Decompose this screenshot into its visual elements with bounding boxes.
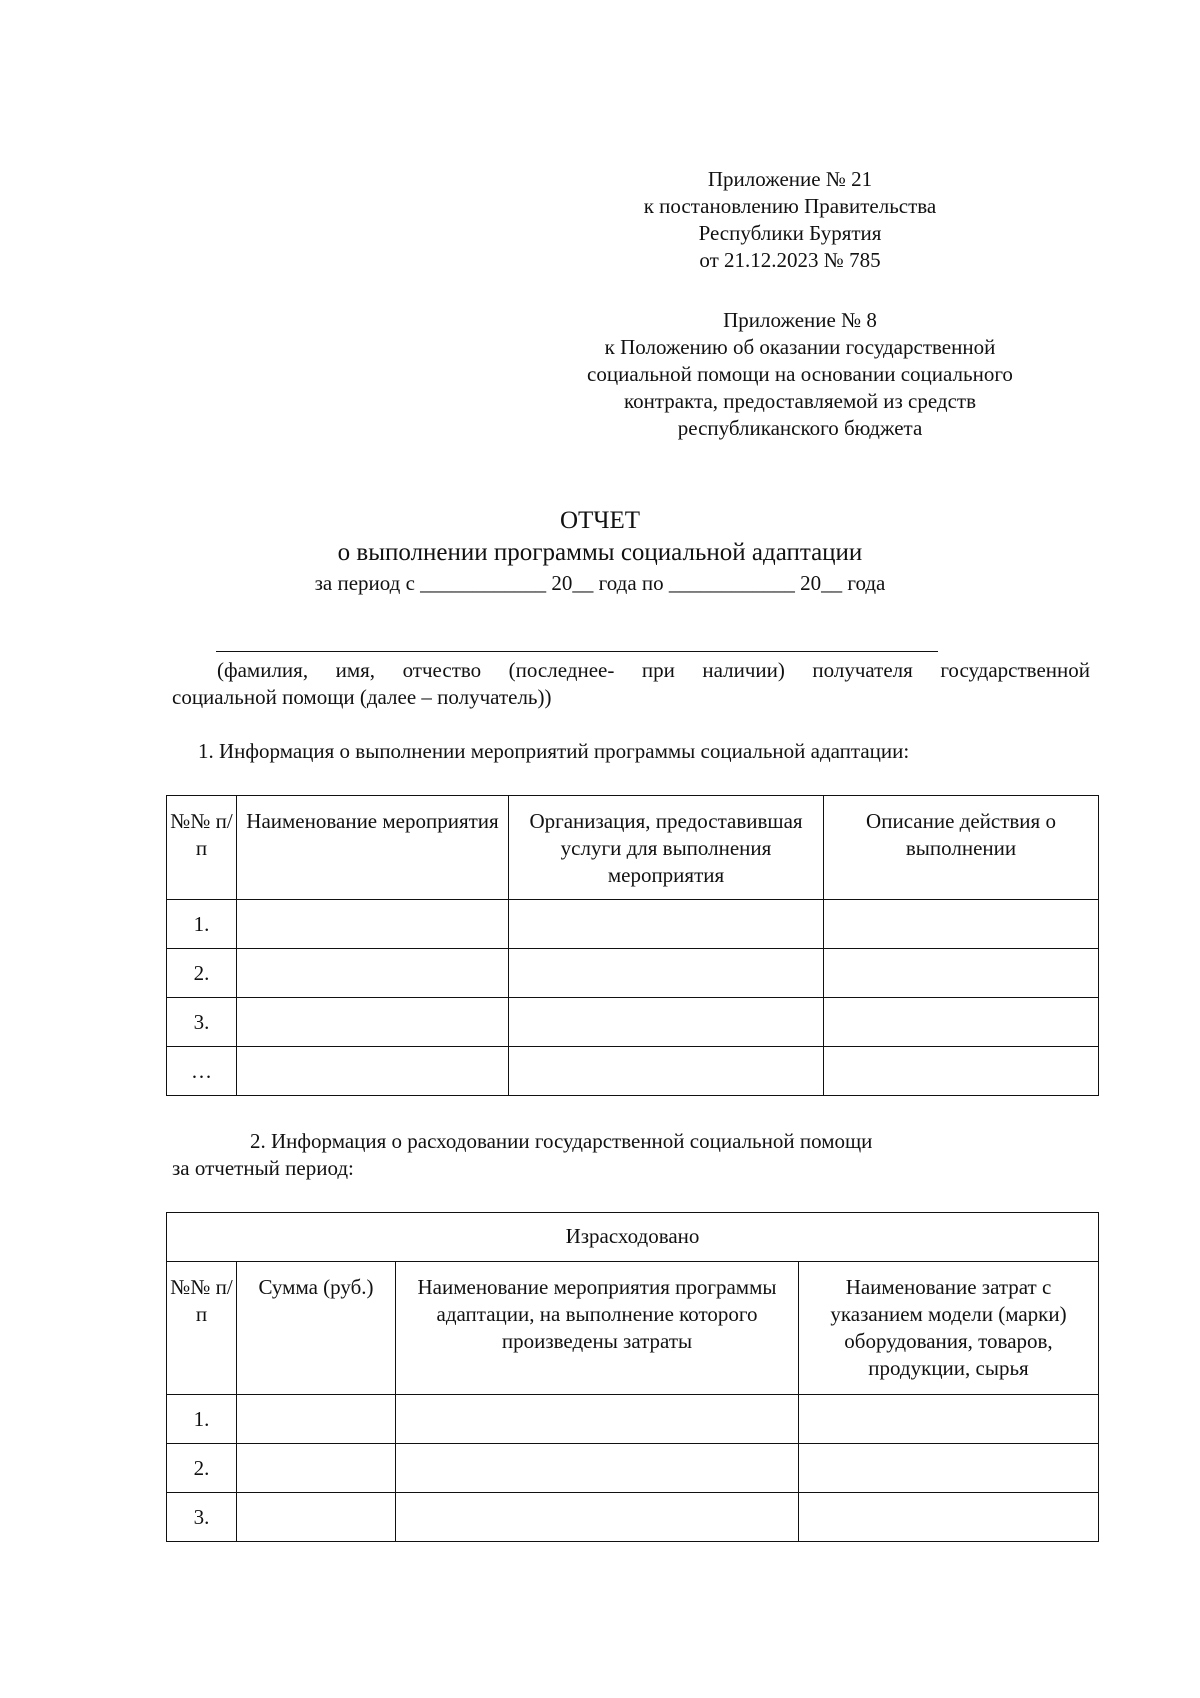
activities-table-header [167,796,1099,900]
table-cell[interactable] [237,998,509,1047]
row-number: 1. [167,900,237,949]
row-number: 2. [167,1444,237,1493]
col-header-activity-name: Наименование мероприятия [237,796,509,900]
expenses-table-group-header [167,1213,1099,1262]
appendix-main-line-2: к постановлению Правительства [643,194,937,218]
table-cell[interactable] [824,1047,1099,1096]
appendix-main-line-4: от 21.12.2023 № 785 [699,248,881,272]
col-header-expense-name: Наименование затрат с указанием модели (марки) оборудования, товаров, продукции, сырья [799,1262,1099,1395]
row-number: … [167,1047,237,1096]
table-cell[interactable] [824,949,1099,998]
table-cell[interactable] [509,949,824,998]
appendix-main-line-1: Приложение № 21 [707,167,873,191]
appendix-sub-line-3: социальной помощи на основании социального [587,362,1013,386]
table-cell[interactable] [237,1444,396,1493]
table-cell[interactable] [396,1395,799,1444]
row-number: 1. [167,1395,237,1444]
table-cell[interactable] [237,949,509,998]
col-header-description: Описание действия о выполнении [824,796,1099,900]
appendix-sub-line-2: к Положению об оказании государственной [604,335,996,359]
table-cell[interactable] [237,1493,396,1542]
section2-heading [172,1128,1032,1182]
table-cell[interactable] [396,1493,799,1542]
table-cell[interactable] [799,1493,1099,1542]
col-header-number: №№ п/п [167,1262,237,1395]
recipient-name-line [216,651,938,652]
table-row [167,900,1099,949]
table-cell[interactable] [237,1047,509,1096]
table-cell[interactable] [824,998,1099,1047]
col-header-number: №№ п/п [167,796,237,900]
recipient-note [172,657,1090,711]
table-cell[interactable] [824,900,1099,949]
table-cell[interactable] [799,1395,1099,1444]
table-row [167,1047,1099,1096]
appendix-header-sub [550,307,1050,442]
recipient-note-line-1: (фамилия, имя, отчество (последнее- при наличии) получателя государственной [217,658,1090,682]
row-number: 3. [167,998,237,1047]
table-cell[interactable] [509,1047,824,1096]
col-header-program-activity: Наименование мероприятия программы адаптации, на выполнение которого произведены затраты [396,1262,799,1395]
activities-table [166,795,1099,1096]
appendix-main-line-3: Республики Бурятия [698,221,882,245]
table-row [167,949,1099,998]
section1-heading: 1. Информация о выполнении мероприятий программы социальной адаптации: [198,739,910,763]
table-row [167,1444,1099,1493]
table-row [167,1493,1099,1542]
report-title: ОТЧЕТ [559,507,641,534]
table-cell[interactable] [237,1395,396,1444]
table-cell[interactable] [237,900,509,949]
section2-heading-line-1: 2. Информация о расходовании государственной социальной помощи [250,1129,873,1153]
report-period: за период с ____________ 20__ года по ____________ 20__ года [314,571,886,595]
col-header-amount: Сумма (руб.) [237,1262,396,1395]
table-cell[interactable] [509,900,824,949]
expenses-table-header [167,1262,1099,1395]
recipient-note-line-2: социальной помощи (далее – получатель)) [172,685,552,709]
expenses-table [166,1212,1099,1542]
appendix-sub-line-5: республиканского бюджета [677,416,923,440]
table-cell[interactable] [396,1444,799,1493]
section2-heading-line-2: за отчетный период: [172,1156,354,1180]
appendix-sub-line-1: Приложение № 8 [723,308,877,332]
table-cell[interactable] [509,998,824,1047]
col-header-organization: Организация, предоставившая услуги для выполнения мероприятия [509,796,824,900]
col-header-spent: Израсходовано [167,1213,1099,1262]
table-row [167,998,1099,1047]
row-number: 3. [167,1493,237,1542]
appendix-sub-line-4: контракта, предоставляемой из средств [624,389,976,413]
appendix-header-main [560,166,1020,274]
report-subtitle: о выполнении программы социальной адаптации [337,539,863,566]
table-cell[interactable] [799,1444,1099,1493]
row-number: 2. [167,949,237,998]
table-row [167,1395,1099,1444]
